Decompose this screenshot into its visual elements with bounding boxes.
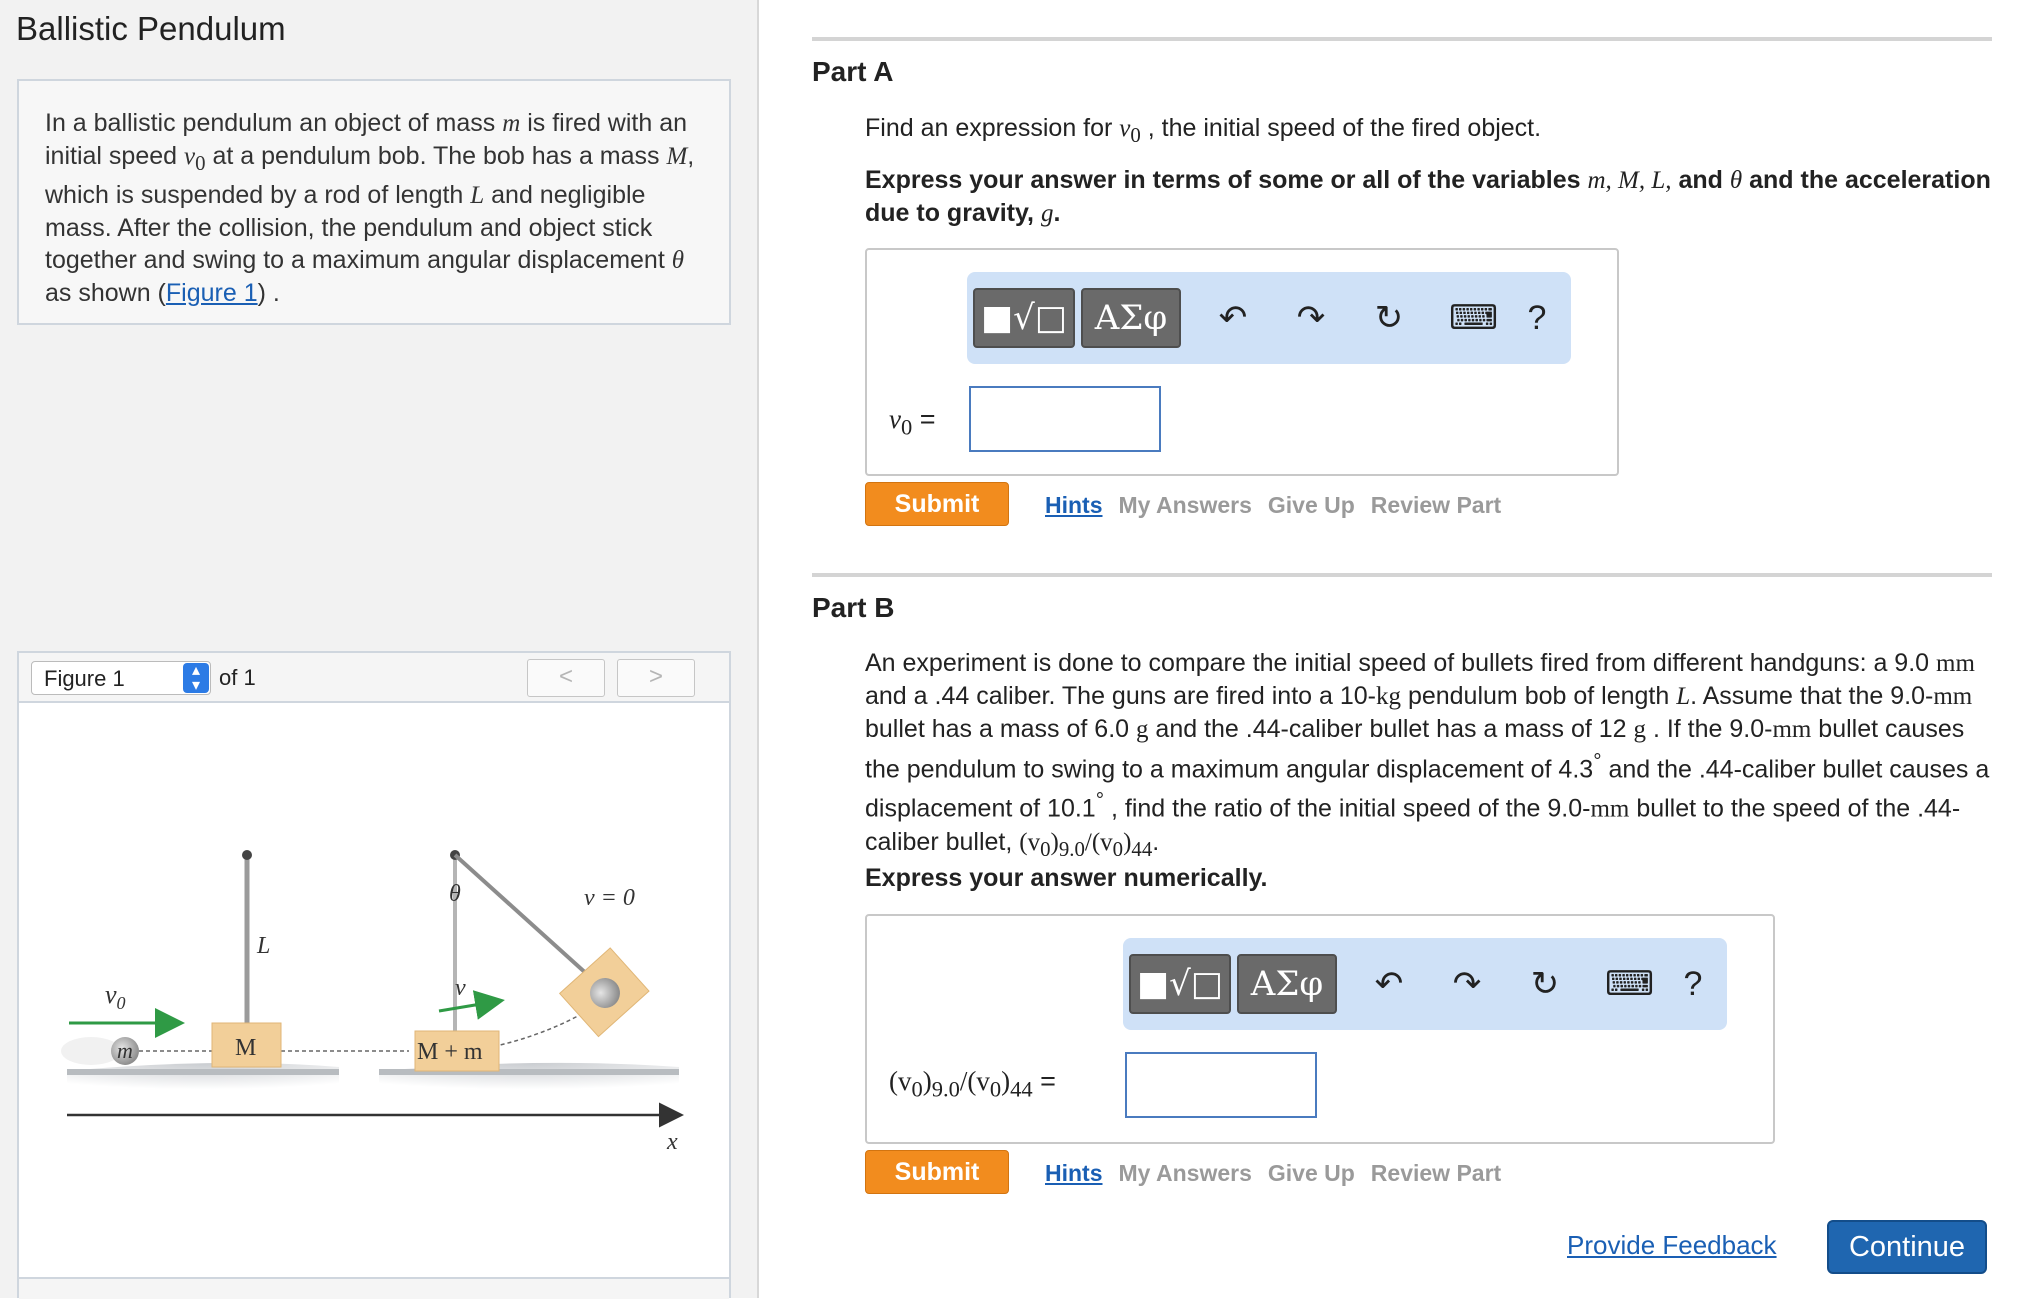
- label-m: m: [117, 1038, 133, 1063]
- symbols-button[interactable]: ΑΣφ: [1081, 288, 1181, 348]
- label-v-zero: v = 0: [584, 885, 635, 911]
- continue-button[interactable]: Continue: [1827, 1220, 1987, 1274]
- help-icon[interactable]: ?: [1683, 965, 1703, 1003]
- v-arrow: [439, 1001, 499, 1011]
- problem-intro: In a ballistic pendulum an object of mass m is fired with an initial speed $v_0$ at a pendulum bob. The bob has a mass M, which is suspended by a rod of length L and negligible mass. After the collision, the pendulum and object stick together and swing to a maximum angular displacement θ as shown (Figure 1) .: [17, 79, 731, 325]
- figure-prev-button[interactable]: <: [527, 659, 605, 697]
- part-a-links: [1045, 492, 1517, 519]
- figure-toolbar: [19, 653, 729, 703]
- part-a-submit-button[interactable]: Submit: [865, 482, 1009, 526]
- templates-button[interactable]: ■√□: [1129, 954, 1231, 1014]
- part-a-instruction: Express your answer in terms of some or all of the variables m, M, L, and θ and the acceleration due to gravity, g.: [865, 166, 1991, 227]
- part-a-answer-label: $v_0$ =: [889, 404, 936, 440]
- label-M: M: [235, 1035, 257, 1061]
- part-b-answer-input[interactable]: [1125, 1052, 1317, 1118]
- help-icon[interactable]: ?: [1527, 299, 1547, 337]
- provide-feedback-link[interactable]: Provide Feedback: [1567, 1230, 1777, 1260]
- part-b-answer-box: [865, 914, 1775, 1144]
- templates-button[interactable]: ■√□: [973, 288, 1075, 348]
- label-Mm: M + m: [417, 1039, 483, 1065]
- part-b-question: An experiment is done to compare the initial speed of bullets fired from different handguns: a 9.0 mm and a .44 caliber. The guns are fired into a 10-kg pendulum bob of length L. Assume that the 9.0-mm bullet has a mass of 6.0 g and the .44-caliber bullet has a mass of 12 g . If the 9.0-mm bullet causes the pendulum to swing to a maximum angular displacement of 4.3° and the .44-caliber bullet causes a displacement of 10.1° , find the ratio of the initial speed of the 9.0-mm bullet to the speed of the .44-caliber bullet, $(v_0)_{9.0}/(v_0)_{44}$.: [865, 649, 1990, 861]
- label-v0: $v_0$: [105, 980, 126, 1013]
- figure-1-link[interactable]: Figure 1: [165, 279, 258, 307]
- undo-icon[interactable]: ↶: [1374, 965, 1404, 1003]
- part-b-submit-button[interactable]: Submit: [865, 1150, 1009, 1194]
- figure-footer-bar: [19, 1277, 729, 1299]
- part-b-instruction: Express your answer numerically.: [865, 864, 1268, 892]
- label-v: v: [455, 975, 466, 1001]
- ballistic-pendulum-figure: [19, 705, 729, 1275]
- reset-icon[interactable]: ↻: [1374, 299, 1404, 337]
- redo-icon[interactable]: ↷: [1296, 299, 1326, 337]
- part-b-divider: [812, 573, 1992, 577]
- part-b-give-up[interactable]: Give Up: [1267, 1160, 1355, 1186]
- problem-panel: [0, 0, 759, 1298]
- redo-icon[interactable]: ↷: [1452, 965, 1482, 1003]
- part-b-review-part[interactable]: Review Part: [1370, 1160, 1502, 1186]
- label-x: x: [667, 1129, 678, 1155]
- part-a-answer-box: [865, 248, 1619, 476]
- figure-count: of 1: [219, 665, 256, 690]
- rod-2-swung: [455, 855, 599, 985]
- part-a-answer-input[interactable]: [969, 386, 1161, 452]
- figure-select[interactable]: Figure 1: [31, 661, 211, 695]
- part-a-review-part[interactable]: Review Part: [1370, 492, 1502, 518]
- floor-left-edge: [67, 1069, 339, 1075]
- reset-icon[interactable]: ↻: [1530, 965, 1560, 1003]
- undo-icon[interactable]: ↶: [1218, 299, 1248, 337]
- figure-panel: [17, 651, 731, 1298]
- part-a-math-toolbar: [967, 272, 1571, 364]
- part-a-my-answers[interactable]: My Answers: [1118, 492, 1252, 518]
- questions-panel: [761, 0, 2018, 1298]
- label-L: L: [257, 933, 271, 959]
- problem-title: Ballistic Pendulum: [16, 10, 286, 47]
- part-b-title: Part B: [812, 592, 895, 623]
- floor-left: [67, 1063, 339, 1096]
- part-b-my-answers[interactable]: My Answers: [1118, 1160, 1252, 1186]
- part-b-links: [1045, 1160, 1517, 1187]
- keyboard-icon[interactable]: ⌨: [1605, 965, 1655, 1003]
- part-b-hints-link[interactable]: Hints: [1045, 1160, 1103, 1186]
- figure-next-button[interactable]: >: [617, 659, 695, 697]
- pivot-1: [242, 850, 252, 860]
- part-a-hints-link[interactable]: Hints: [1045, 492, 1103, 518]
- label-theta: θ: [449, 881, 461, 907]
- select-arrows-icon[interactable]: ▴ ▾: [183, 663, 209, 693]
- symbols-button[interactable]: ΑΣφ: [1237, 954, 1337, 1014]
- part-b-math-toolbar: [1123, 938, 1727, 1030]
- keyboard-icon[interactable]: ⌨: [1449, 299, 1499, 337]
- part-b-answer-label: $(v_0)_{9.0}/(v_0)_{44}$ =: [889, 1066, 1056, 1102]
- part-a-divider: [812, 37, 1992, 41]
- part-a-title: Part A: [812, 56, 894, 87]
- part-a-question: Find an expression for $v_0$ , the initial speed of the fired object.: [865, 114, 1542, 147]
- part-a-give-up[interactable]: Give Up: [1267, 492, 1355, 518]
